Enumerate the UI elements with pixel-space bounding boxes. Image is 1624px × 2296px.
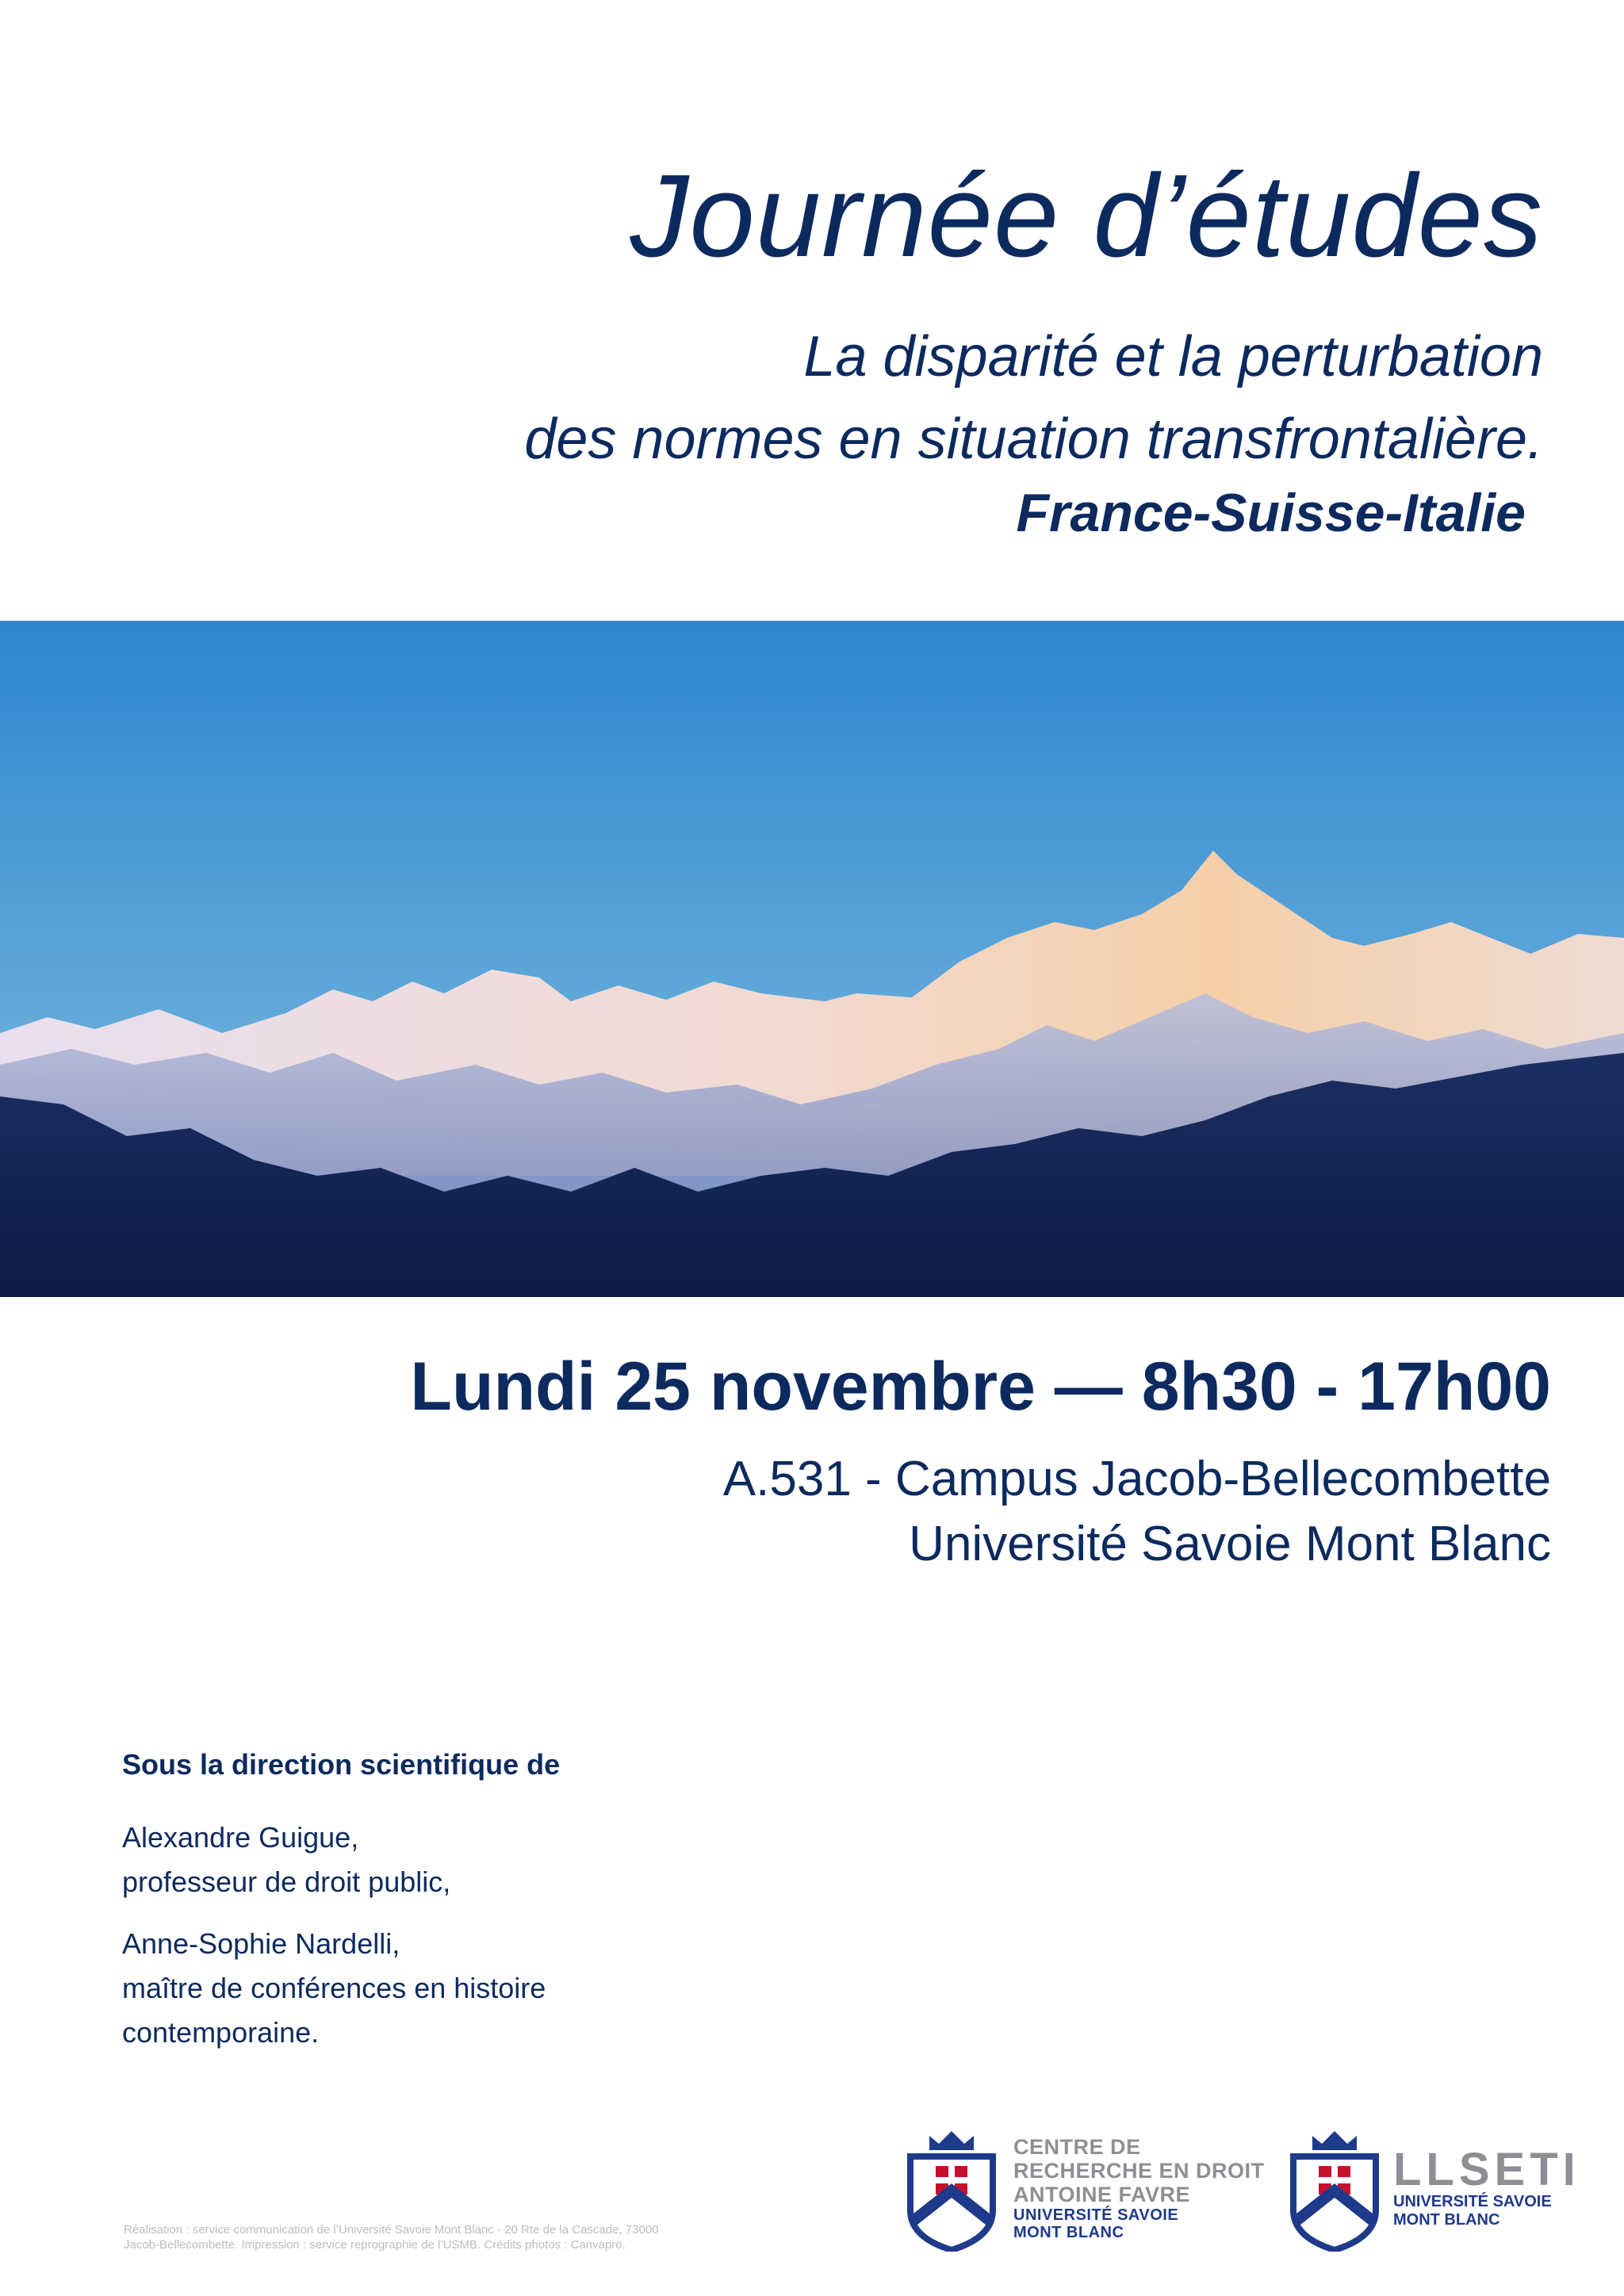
llseti-text: [1393, 2144, 1580, 2229]
llseti-shield-icon: [1289, 2125, 1381, 2252]
event-date-time: Lundi 25 novembre — 8h30 - 17h00: [410, 1349, 1551, 1425]
logo-line: UNIVERSITÉ SAVOIE: [1013, 2206, 1179, 2224]
logo-line: MONT BLANC: [1393, 2211, 1500, 2229]
subtitle: [524, 316, 1543, 480]
event-room: A.531 - Campus Jacob-Bellecombette: [722, 1452, 1551, 1506]
credits-line: Jacob-Bellecombette. Impression : service reprographie de l’USMB. Crédits photos : Canvapro.: [124, 2238, 626, 2252]
mountain-photo: [0, 621, 1624, 1297]
llseti-logo: [1289, 2125, 1580, 2252]
subtitle-countries: France-Suisse-Italie: [1016, 483, 1526, 543]
logo-name: LLSETI: [1393, 2144, 1580, 2195]
event-university: Université Savoie Mont Blanc: [909, 1517, 1551, 1571]
logo-line: MONT BLANC: [1013, 2224, 1124, 2241]
crdaf-shield-icon: [906, 2125, 998, 2252]
person-role: maître de conférences en histoire: [122, 1972, 546, 2004]
credits: [124, 2222, 837, 2252]
subtitle-line: des normes en situation transfrontalière.: [524, 408, 1543, 471]
crdaf-text: [1013, 2135, 1265, 2241]
person-role: professeur de droit public,: [122, 1866, 451, 1898]
person-name: Anne-Sophie Nardelli,: [122, 1927, 400, 1960]
person-entry: [122, 1922, 560, 2055]
person-role: contemporaine.: [122, 2016, 320, 2049]
scientific-direction: [122, 1743, 560, 2072]
credits-line: Réalisation : service communication de l’Université Savoie Mont Blanc - 20 Rte de la Cascade, 73000: [124, 2223, 659, 2237]
event-venue: [723, 1447, 1551, 1577]
person-entry: [122, 1816, 560, 1904]
logo-line: UNIVERSITÉ SAVOIE: [1393, 2193, 1552, 2210]
page-title: Journée d’études: [630, 151, 1543, 281]
direction-heading: Sous la direction scientifique de: [122, 1748, 561, 1781]
logo-line: CENTRE DE: [1013, 2135, 1141, 2159]
crdaf-logo: [906, 2125, 1265, 2252]
logo-line: ANTOINE FAVRE: [1013, 2183, 1191, 2206]
subtitle-line: La disparité et la perturbation: [803, 325, 1543, 388]
person-name: Alexandre Guigue,: [122, 1821, 359, 1854]
logo-line: RECHERCHE EN DROIT: [1013, 2159, 1265, 2183]
